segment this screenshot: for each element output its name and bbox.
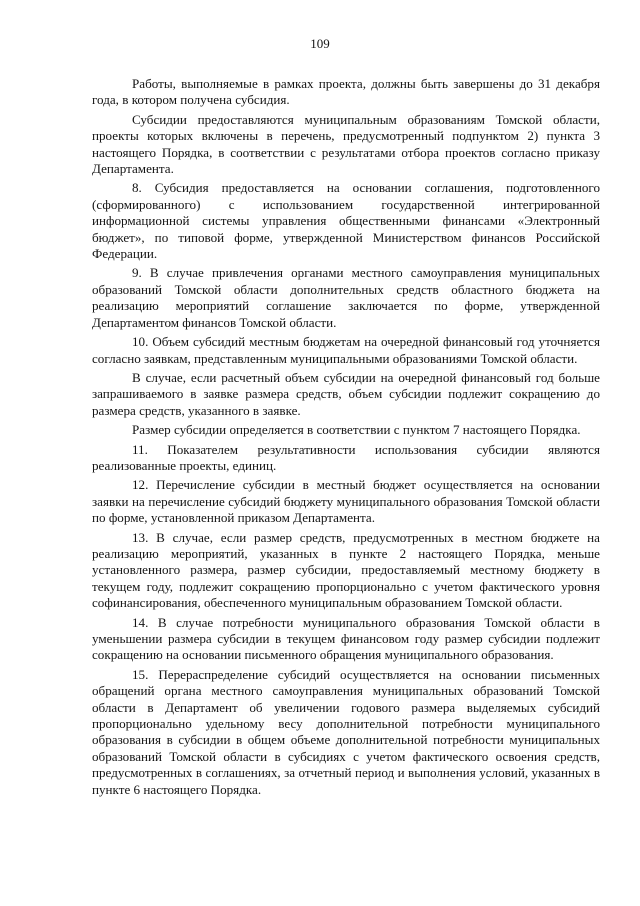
paragraph-works-deadline: Работы, выполняемые в рамках проекта, должны быть завершены до 31 декабря года, в котором получена субсидия. [92,76,600,108]
document-body [92,76,600,801]
paragraph-item-13: 13. В случае, если размер средств, предусмотренных в местном бюджете на реализацию мероприятий, указанных в пункте 2 настоящего Порядка, меньше установленного размера, размер субсидии, предоставляемый местному бюджету в текущем году, подлежит сокращению пропорционально с учетом фактического уровня софинансирования, обеспеченного муниципальным образованием Томской области. [92,529,600,611]
paragraph-item-15: 15. Перераспределение субсидий осуществляется на основании письменных обращений органа местного самоуправления муниципальных образований Томской области в Департамент об увеличении годового размера выделяемых субсидий пропорционально удельному весу дополнительной потребности муниципального образования в субсидии в общем объеме дополнительной потребности муниципальных образований Томской области в субсидиях с учетом фактического освоения средств, предусмотренных в соглашениях, за отчетный период и выполнения условий, указанных в пункте 6 настоящего Порядка. [92,666,600,797]
paragraph-item-10-reduction: В случае, если расчетный объем субсидии на очередной финансовый год больше запрашиваемого в заявке размера средств, объем субсидии подлежит сокращению до размера средств, указанного в заявке. [92,369,600,418]
paragraph-subsidy-granting: Субсидии предоставляются муниципальным образованиям Томской области, проекты которых включены в перечень, предусмотренный подпунктом 2) пункта 3 настоящего Порядка, в соответствии с результатами отбора проектов согласно приказу Департамента. [92,111,600,177]
paragraph-item-14: 14. В случае потребности муниципального образования Томской области в уменьшении размера субсидии в текущем финансовом году размер субсидии подлежит сокращению на основании письменного обращения муниципального образования. [92,614,600,663]
paragraph-item-11: 11. Показателем результативности использования субсидии являются реализованные проекты, единиц. [92,441,600,473]
paragraph-item-8: 8. Субсидия предоставляется на основании соглашения, подготовленного (сформированного) с использованием государственной интегрированной информационной системы управления общественными финансами «Электронный бюджет», по типовой форме, утвержденной Министерством финансов Российской Федерации. [92,180,600,262]
paragraph-item-9: 9. В случае привлечения органами местного самоуправления муниципальных образований Томской области дополнительных средств областного бюджета на реализацию мероприятий соглашение заключается по форме, утвержденной Департаментом финансов Томской области. [92,265,600,330]
paragraph-item-10: 10. Объем субсидий местным бюджетам на очередной финансовый год уточняется согласно заявкам, представленным муниципальными образованиями Томской области. [92,334,600,366]
paragraph-item-12: 12. Перечисление субсидии в местный бюджет осуществляется на основании заявки на перечисление субсидий бюджету муниципального образования Томской области по форме, установленной приказом Департамента. [92,477,600,526]
paragraph-item-10-size: Размер субсидии определяется в соответствии с пунктом 7 настоящего Порядка. [132,422,581,438]
page-number: 109 [310,36,330,51]
